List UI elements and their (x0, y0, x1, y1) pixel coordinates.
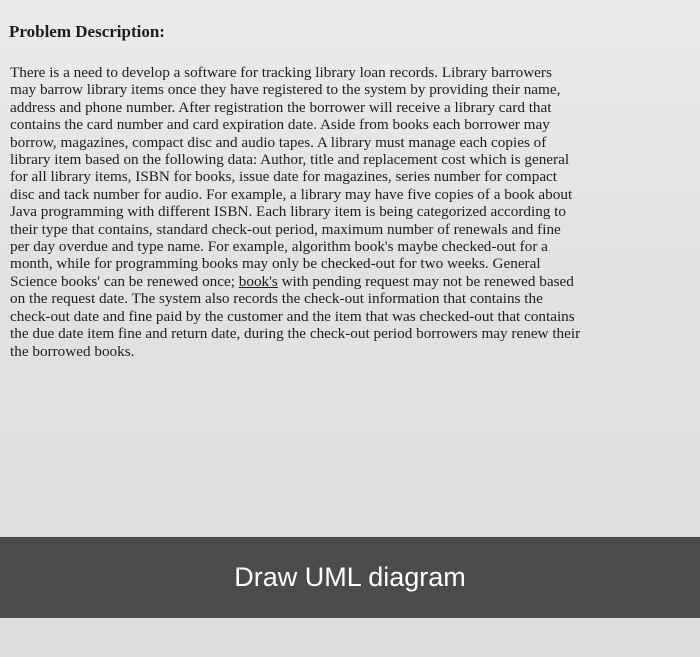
text-line-1: There is a need to develop a software for tracking library loan records. Library barrowers (10, 64, 552, 81)
text-line-13-start: Science books' can be renewed once; (10, 272, 239, 290)
text-line-11: per day overdue and type name. For example, algorithm book's maybe checked-out for a (10, 238, 548, 256)
text-line-5: borrow, magazines, compact disc and audio tapes. A library must manage each copies of (10, 133, 547, 151)
document-heading: Problem Description: (9, 22, 165, 41)
text-line-9: Java programming with different ISBN. Each library item is being categorized according to (10, 203, 566, 221)
text-line-8: disc and tack number for audio. For example, a library may have five copies of a book about (10, 185, 573, 203)
text-line-7: for all library items, ISBN for books, issue date for magazines, series number for compact (10, 168, 558, 186)
underlined-word: book's (238, 272, 278, 290)
caption-text: Draw UML diagram (234, 562, 466, 592)
text-line-15: check-out date and fine paid by the customer and the item that was checked-out that contains (10, 307, 575, 325)
problem-description-text (10, 64, 694, 360)
text-line-6: library item based on the following data: Author, title and replacement cost which is general (10, 151, 570, 169)
text-line-14: on the request date. The system also records the check-out information that contains the (10, 290, 543, 308)
text-line-12: month, while for programming books may only be checked-out for two weeks. General (10, 255, 541, 273)
text-line-13 (10, 273, 694, 290)
text-line-4: contains the card number and card expiration date. Aside from books each borrower may (10, 116, 550, 134)
text-line-16: the due date item fine and return date, during the check-out period borrowers may renew their (10, 325, 581, 343)
text-line-10: their type that contains, standard check-out period, maximum number of renewals and fine (10, 220, 561, 238)
text-line-3: address and phone number. After registration the borrower will receive a library card that (10, 98, 552, 116)
text-line-17: the borrowed books. (10, 342, 135, 360)
text-line-13-end: with pending request may not be renewed based (277, 272, 574, 290)
text-line-2: may barrow library items once they have registered to the system by providing their name, (10, 81, 561, 99)
